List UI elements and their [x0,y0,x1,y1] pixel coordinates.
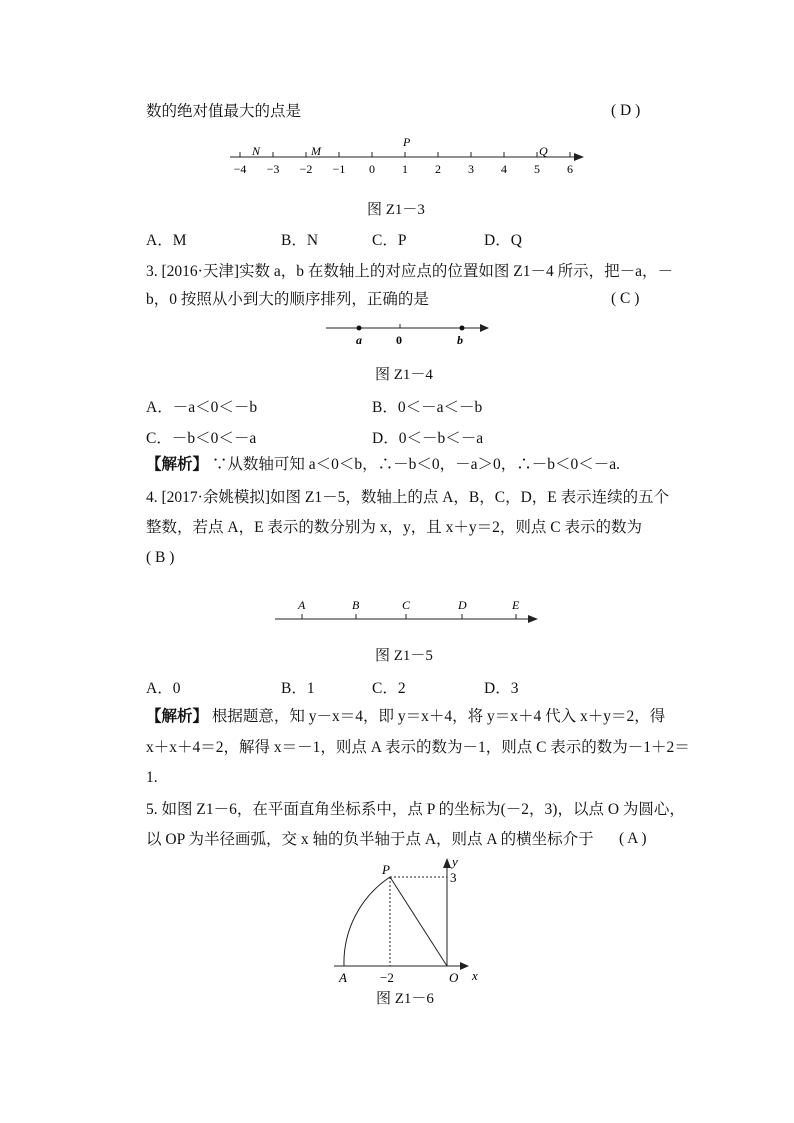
q5-label-y: y [452,854,458,869]
q4-option-a: A．0 [146,680,181,697]
q4-stem-line1: 4. [2017·余姚模拟]如图 Z1－5，数轴上的点 A，B，C，D，E 表示连续的五个 [146,489,670,506]
q3-option-c: C．－b＜0＜－a [146,430,257,447]
q2-caption: 图 Z1－3 [367,202,425,218]
q2-tick-label: −3 [266,162,280,176]
q2-tick-label: 5 [534,162,540,176]
q2-option-c: C．P [372,232,407,249]
q5-label-neg2: −2 [380,970,394,985]
q5-segment-OP [390,877,447,966]
q3-label-0: 0 [396,333,402,347]
q3-caption: 图 Z1－4 [375,367,433,383]
q4-answer: ( B ) [146,549,175,566]
q4-label-C: C [402,598,411,612]
q2-option-b: B．N [281,232,319,249]
q3-stem-line2: b，0 按照从小到大的顺序排列，正确的是 [146,291,429,308]
q2-tick-label: 3 [468,162,474,176]
q2-tick-label: 0 [369,162,375,176]
q2-axis-arrow [574,153,584,161]
q2-tick-label: 2 [435,162,441,176]
q2-answer: ( D ) [611,102,641,119]
q5-arc-AP [344,877,390,966]
q2-tick-label: 6 [567,162,573,176]
q4-caption: 图 Z1－5 [375,648,433,664]
q2-point-M: M [311,144,321,158]
q4-label-A: A [298,598,306,612]
q3-option-a: A．－a＜0＜－b [146,399,258,416]
q3-dot-b [460,326,465,331]
q2-point-N: N [252,144,261,158]
q4-analysis-line3: 1. [146,769,158,786]
q5-y-axis-arrow [443,858,451,868]
q4-analysis-text1: 根据题意，知 y－x＝4，即 y＝x＋4，将 y＝x＋4 代入 x＋y＝2，得 [211,708,666,725]
q3-axis-arrow [480,324,489,332]
q2-tick-label: 1 [402,162,408,176]
q2-stem-tail: 数的绝对值最大的点是 [146,103,302,120]
q3-label-a: a [356,333,362,347]
q5-label-x: x [472,968,478,983]
q2-point-Q: Q [539,144,548,158]
q4-analysis-label: 【解析】 [146,708,209,725]
q3-option-b: B．0＜－a＜－b [372,399,483,416]
q5-label-3: 3 [450,870,457,885]
q2-tick-label: −1 [332,162,346,176]
q3-label-b: b [457,333,463,347]
q3-dot-a [357,326,362,331]
q4-option-d: D．3 [484,680,519,697]
q2-option-d: D．Q [484,232,522,249]
q4-label-E: E [512,598,520,612]
q3-analysis-text: ∵从数轴可知 a＜0＜b，∴－b＜0，－a＞0，∴－b＜0＜－a. [211,456,621,473]
q5-caption: 图 Z1－6 [376,991,434,1007]
q4-stem-line2: 整数，若点 A，E 表示的数分别为 x，y，且 x＋y＝2，则点 C 表示的数为 [146,519,643,536]
q3-analysis-line [146,455,620,475]
q4-analysis-line1 [146,707,665,727]
q2-option-a: A．M [146,232,187,249]
q3-stem-line1: 3. [2016·天津]实数 a，b 在数轴上的对应点的位置如图 Z1－4 所示，把－a，－ [146,263,673,280]
q4-option-c: C．2 [372,680,406,697]
q5-label-A: A [339,970,347,985]
q3-option-d: D．0＜－b＜－a [372,430,484,447]
q2-point-P: P [403,135,411,149]
q5-label-P: P [382,862,390,877]
q3-answer: ( C ) [611,290,640,307]
q4-analysis-line2: x＋x＋4＝2，解得 x＝－1，则点 A 表示的数为－1，则点 C 表示的数为－1＋2＝ [146,739,690,756]
q5-label-O: O [449,970,459,985]
q2-tick-label: 4 [501,162,507,176]
q4-label-D: D [458,598,467,612]
q5-x-axis-arrow [460,962,469,970]
q3-analysis-label: 【解析】 [146,456,209,473]
q2-tick-label: −4 [233,162,247,176]
q5-answer: ( A ) [619,830,647,847]
q4-axis-arrow [528,615,538,623]
q4-label-B: B [352,598,360,612]
q4-option-b: B．1 [281,680,315,697]
q5-stem-line1: 5. 如图 Z1－6，在平面直角坐标系中，点 P 的坐标为(－2，3)，以点 O 为圆心， [146,801,685,818]
q5-stem-line2: 以 OP 为半径画弧，交 x 轴的负半轴于点 A，则点 A 的横坐标介于 [146,831,594,848]
q2-tick-label: −2 [299,162,313,176]
